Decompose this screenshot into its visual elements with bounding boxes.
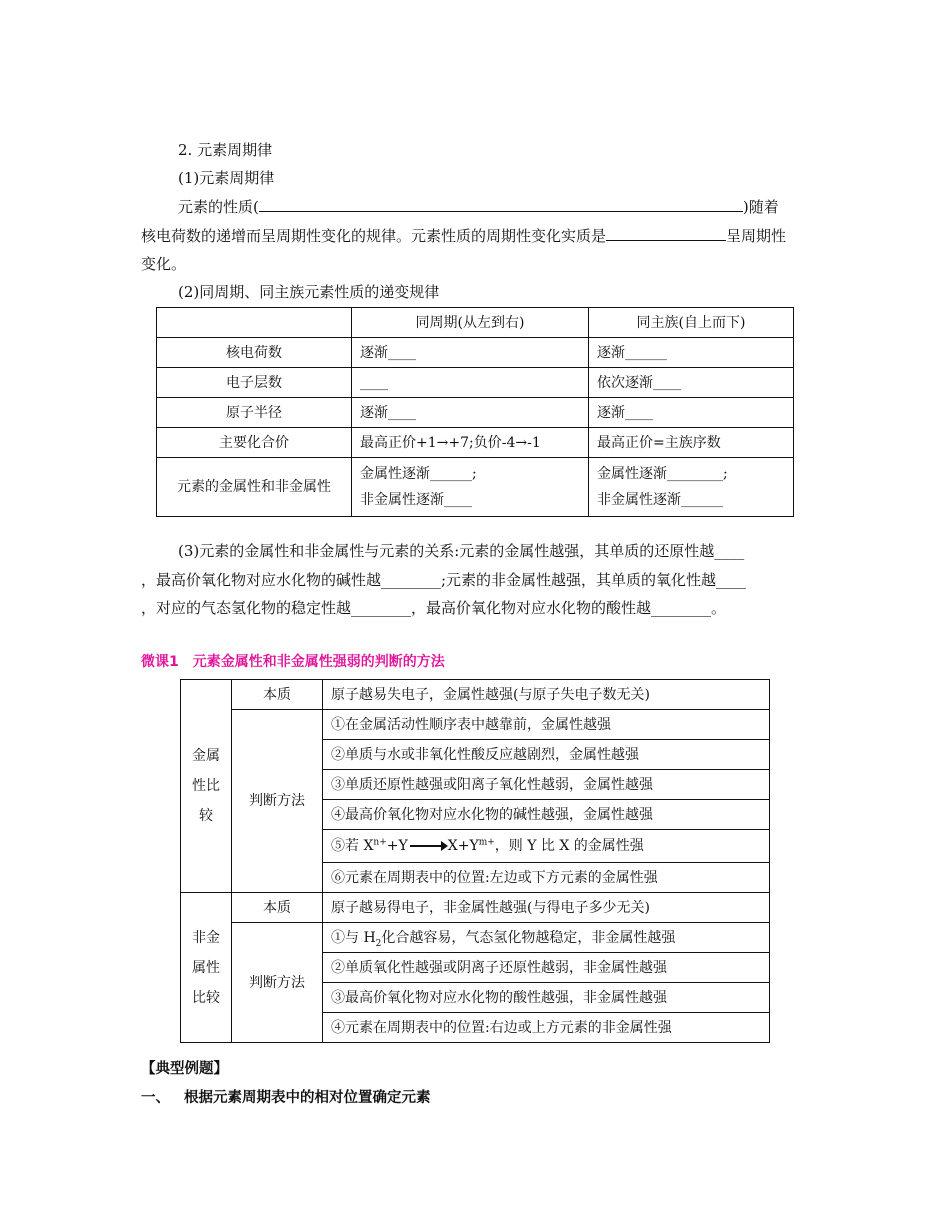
p2-text-a: 核电荷数的递增而呈周期性变化的规律。元素性质的周期性变化实质是 <box>141 227 607 245</box>
item-1-text: 根据元素周期表中的相对位置确定元素 <box>184 1090 431 1106</box>
group-cell <box>589 458 794 517</box>
metal-method-cell: ②单质与水或非氧化性酸反应越剧烈，金属性越强 <box>323 740 770 770</box>
table-row <box>157 368 794 398</box>
para3-line-2: ，最高价氧化物对应水化物的碱性越________;元素的非金属性越强，其单质的氧化性越____ <box>141 571 747 589</box>
header-cell: 同周期(从左到右) <box>352 308 589 338</box>
period-cell: 最高正价+1→+7;负价-4→-1 <box>352 428 589 458</box>
subsection-2: (2)同周期、同主族元素性质的递变规律 <box>178 283 440 301</box>
period-cell: 逐渐____ <box>352 338 589 368</box>
m1-text: 化合越容易，气态氢化物越稳定，非金属性越强 <box>381 929 676 946</box>
p1-text-a: 元素的性质( <box>178 198 259 216</box>
header-cell: 同主族(自上而下) <box>589 308 794 338</box>
method-label: 判断方法 <box>232 923 323 1043</box>
table-row <box>157 458 794 517</box>
para3-line-1: (3)元素的金属性和非金属性与元素的关系:元素的金属性越强，其单质的还原性越____ <box>178 542 745 560</box>
table-row <box>181 710 770 740</box>
period-cell <box>352 458 589 517</box>
essence-label: 本质 <box>232 893 323 923</box>
m1-text: ①与 H <box>331 929 376 946</box>
section-heading: 2. 元素周期律 <box>178 141 273 159</box>
table-row <box>181 680 770 710</box>
p2-text-b: 呈周期性 <box>726 227 787 245</box>
fill-blank <box>259 197 743 212</box>
nonmetal-compare-label <box>181 893 232 1043</box>
nonmetal-method-cell: ②单质氧化性越强或阴离子还原性越弱，非金属性越强 <box>323 953 770 983</box>
label-line: 金属 <box>192 748 220 764</box>
period-cell-line: 非金属性逐渐____ <box>360 492 472 508</box>
m5-text: ⑤若 X <box>331 838 374 854</box>
examples-heading: 【典型例题】 <box>141 1061 228 1077</box>
m5-superscript: n+ <box>373 837 387 848</box>
period-cell: ____ <box>352 368 589 398</box>
period-cell-line: 金属性逐渐______; <box>360 466 477 482</box>
m5-text: ，则 Y 比 X 的金属性强 <box>494 838 644 854</box>
label-line: 性比 <box>192 778 220 794</box>
group-cell: 最高正价=主族序数 <box>589 428 794 458</box>
group-cell: 依次逐渐____ <box>589 368 794 398</box>
metallicity-method-table <box>180 679 770 1043</box>
table-row <box>181 923 770 953</box>
paragraph-line-1 <box>178 197 779 217</box>
item-1-number: 一、 <box>141 1090 170 1106</box>
m5-text: X+Y <box>447 838 479 854</box>
row-label: 元素的金属性和非金属性 <box>157 458 352 517</box>
reaction-arrow-icon <box>410 845 446 847</box>
group-cell-line: 金属性逐渐________; <box>597 466 728 482</box>
paragraph-line-3: 变化。 <box>141 255 187 273</box>
metal-method-cell <box>323 830 770 863</box>
nonmetal-method-cell: ④元素在周期表中的位置:右边或上方元素的非金属性强 <box>323 1013 770 1043</box>
group-cell: 逐渐______ <box>589 338 794 368</box>
essence-label: 本质 <box>232 680 323 710</box>
para3-line-3: ，对应的气态氢化物的稳定性越________，最高价氧化物对应水化物的酸性越________。 <box>141 599 727 617</box>
group-cell: 逐渐____ <box>589 398 794 428</box>
micro-lesson-title: 微课1 元素金属性和非金属性强弱的判断的方法 <box>141 654 445 670</box>
item-1-heading <box>141 1088 431 1108</box>
table-row <box>157 338 794 368</box>
table-row <box>181 893 770 923</box>
nonmetal-essence-cell: 原子越易得电子，非金属性越强(与得电子多少无关) <box>323 893 770 923</box>
label-line: 非金 <box>192 929 220 946</box>
method-label: 判断方法 <box>232 710 323 893</box>
metal-compare-label <box>181 680 232 893</box>
paragraph-line-2 <box>141 226 786 246</box>
m5-text: +Y <box>386 838 408 854</box>
m5-superscript: m+ <box>478 837 495 848</box>
metal-essence-cell: 原子越易失电子，金属性越强(与原子失电子数无关) <box>323 680 770 710</box>
row-label: 主要化合价 <box>157 428 352 458</box>
p1-text-b: )随着 <box>742 198 779 216</box>
row-label: 原子半径 <box>157 398 352 428</box>
nonmetal-method-cell: ③最高价氧化物对应水化物的酸性越强，非金属性越强 <box>323 983 770 1013</box>
metal-method-cell: ①在金属活动性顺序表中越靠前，金属性越强 <box>323 710 770 740</box>
periodic-trend-table <box>156 307 794 517</box>
label-line: 较 <box>199 808 213 824</box>
table-row <box>157 398 794 428</box>
metal-method-cell: ④最高价氧化物对应水化物的碱性越强，金属性越强 <box>323 800 770 830</box>
row-label: 电子层数 <box>157 368 352 398</box>
group-cell-line: 非金属性逐渐______ <box>597 492 723 508</box>
table-row <box>157 428 794 458</box>
m1-subscript: 2 <box>375 938 382 949</box>
table-header-row <box>157 308 794 338</box>
header-cell <box>157 308 352 338</box>
subsection-1: (1)元素周期律 <box>178 169 275 187</box>
fill-blank <box>606 226 726 241</box>
nonmetal-method-cell <box>323 923 770 953</box>
metal-method-cell: ③单质还原性越强或阳离子氧化性越弱，金属性越强 <box>323 770 770 800</box>
label-line: 比较 <box>192 989 220 1006</box>
row-label: 核电荷数 <box>157 338 352 368</box>
metal-method-cell: ⑥元素在周期表中的位置:左边或下方元素的金属性强 <box>323 863 770 893</box>
label-line: 属性 <box>192 959 220 976</box>
period-cell: 逐渐____ <box>352 398 589 428</box>
